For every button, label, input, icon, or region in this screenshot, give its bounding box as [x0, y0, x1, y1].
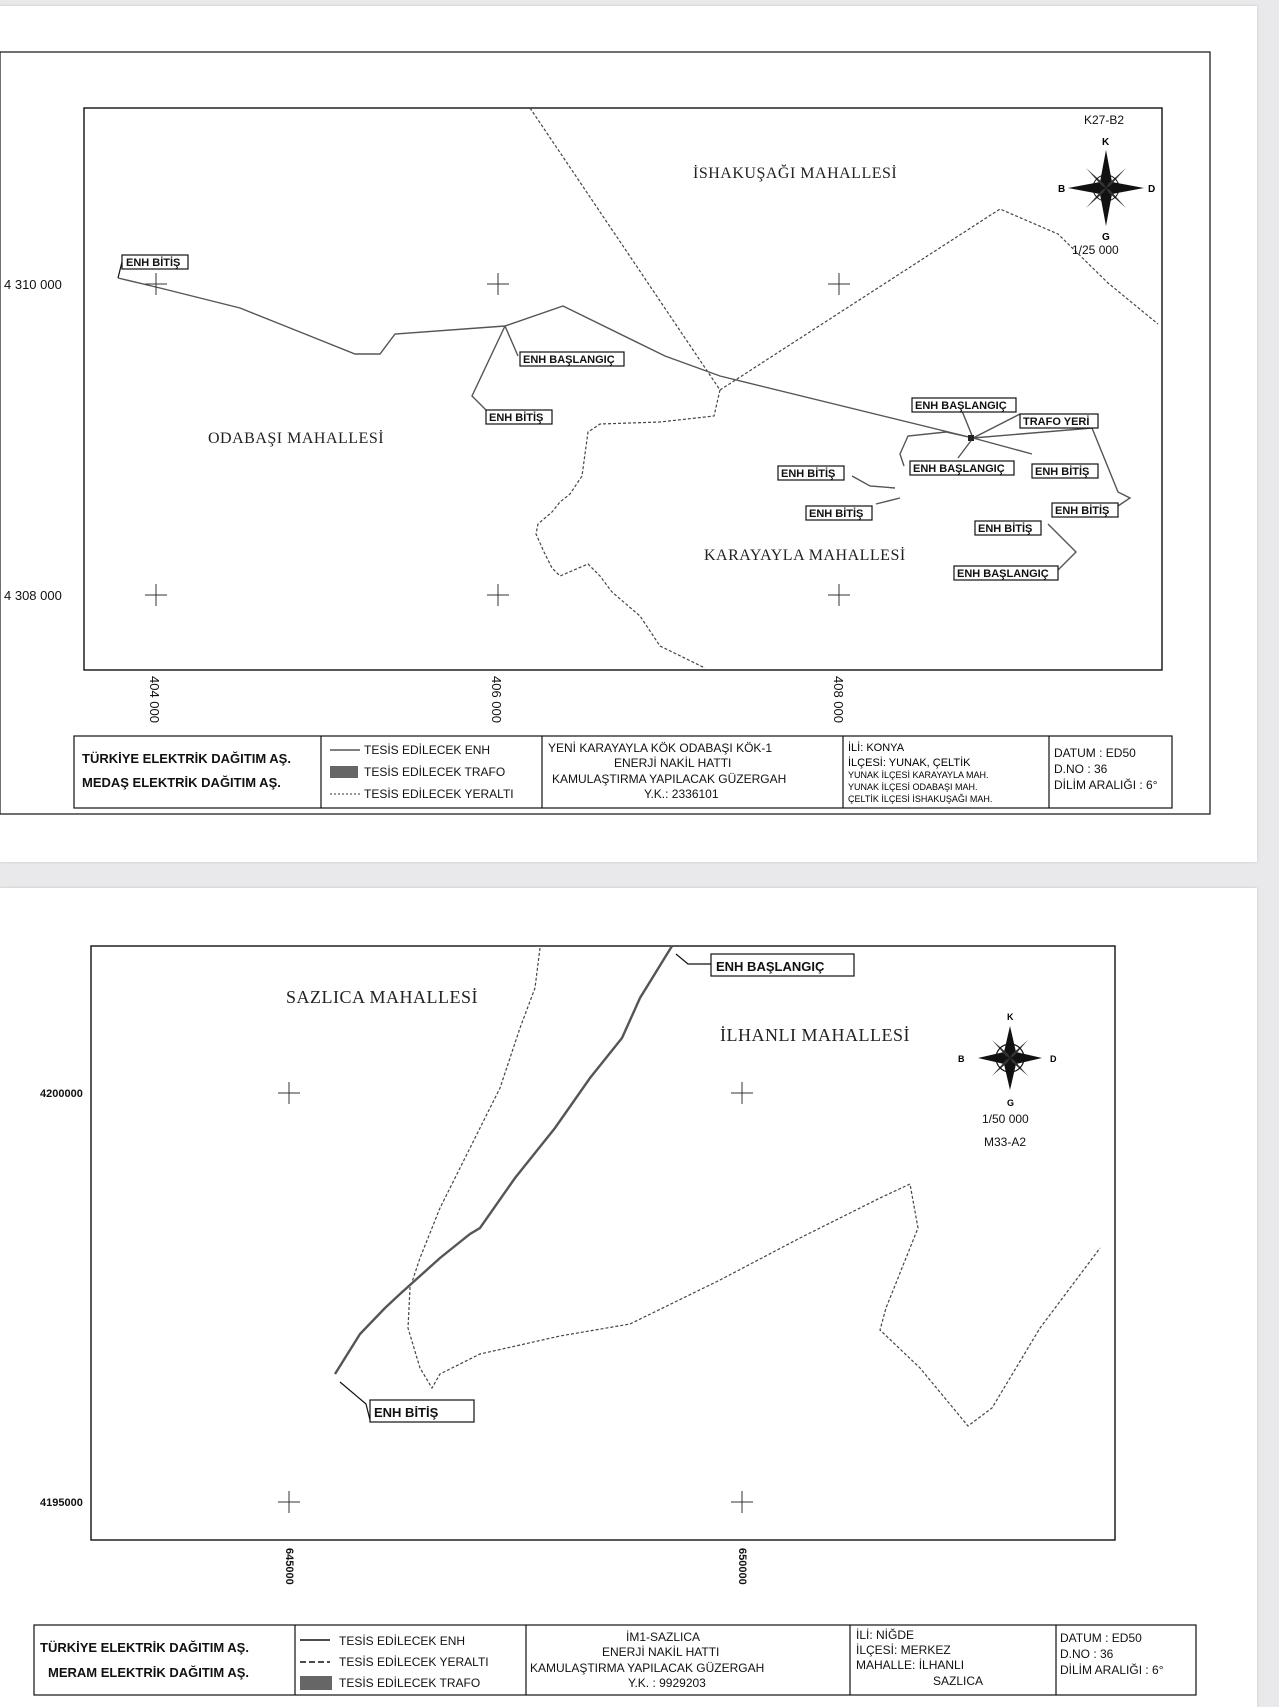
enh-baslangic-label [954, 566, 1058, 580]
enh-bitis-label [1032, 464, 1098, 478]
trafo-marker [968, 435, 974, 441]
enh-route [335, 946, 672, 1374]
dilim: DİLİM ARALIĞI : 6° [1060, 1663, 1164, 1677]
svg-text:ENH BİTİŞ: ENH BİTİŞ [126, 257, 181, 269]
svg-text:B: B [958, 1054, 965, 1064]
dno: D.NO : 36 [1060, 1647, 1114, 1661]
grid-crosses [278, 1082, 753, 1513]
location-info: MAHALLE: İLHANLI [856, 1658, 965, 1672]
location-info: İLİ: NİĞDE [856, 1628, 915, 1642]
project-id: Y.K.: 2336101 [644, 787, 719, 801]
company-name: MERAM ELEKTRİK DAĞITIM AŞ. [48, 1665, 250, 1680]
company-name: MEDAŞ ELEKTRİK DAĞITIM AŞ. [82, 775, 281, 790]
map-frame [91, 946, 1115, 1540]
location-info: YUNAK İLÇESİ KARAYAYLA MAH. [848, 770, 989, 780]
map-scale: 1/50 000 [982, 1112, 1029, 1126]
north-arrow-icon [958, 1012, 1057, 1108]
project-title: ENERJİ NAKİL HATTI [602, 1645, 720, 1659]
svg-text:ENH BİTİŞ: ENH BİTİŞ [374, 1405, 439, 1420]
svg-text:ENH BAŞLANGIÇ: ENH BAŞLANGIÇ [716, 959, 825, 974]
map-1-svg [0, 6, 1257, 862]
neighborhood-name: KARAYAYLA MAHALLESİ [704, 547, 906, 564]
neighborhood-name: SAZLICA MAHALLESİ [286, 987, 478, 1007]
svg-text:TRAFO YERİ: TRAFO YERİ [1023, 416, 1090, 428]
svg-text:ENH BAŞLANGIÇ: ENH BAŞLANGIÇ [913, 463, 1005, 475]
company-name: TÜRKİYE ELEKTRİK DAĞITIM AŞ. [82, 751, 291, 766]
legend-item: TESİS EDİLECEK TRAFO [364, 765, 506, 779]
neighborhood-boundaries [408, 948, 1100, 1426]
svg-text:ENH BİTİŞ: ENH BİTİŞ [1055, 505, 1110, 517]
svg-text:D: D [1148, 184, 1156, 195]
legend-item: TESİS EDİLECEK YERALTI [339, 1655, 489, 1669]
location-info: YUNAK İLÇESİ ODABAŞI MAH. [848, 782, 978, 792]
map-2-svg [0, 888, 1257, 1707]
trafo-swatch [300, 1676, 332, 1690]
project-id: Y.K. : 9929203 [628, 1676, 706, 1690]
svg-text:G: G [1102, 232, 1110, 243]
dno: D.NO : 36 [1054, 762, 1108, 776]
enh-bitis-label [486, 410, 552, 424]
legend-item: TESİS EDİLECEK ENH [339, 1634, 466, 1648]
project-title: YENİ KARAYAYLA KÖK ODABAŞI KÖK-1 [548, 741, 773, 755]
datum: DATUM : ED50 [1054, 746, 1136, 760]
y-coord-label: 4200000 [40, 1088, 83, 1100]
x-coord-label: 650000 [736, 1548, 748, 1585]
svg-text:ENH BİTİŞ: ENH BİTİŞ [489, 412, 544, 424]
svg-text:ENH BAŞLANGIÇ: ENH BAŞLANGIÇ [915, 400, 1007, 412]
project-title: KAMULAŞTIRMA YAPILACAK GÜZERGAH [552, 772, 787, 786]
location-info: ÇELTİK İLÇESİ İSHAKUŞAĞI MAH. [848, 794, 993, 804]
north-arrow-icon [1058, 137, 1155, 243]
x-coord-label: 408 000 [831, 676, 846, 723]
svg-text:K: K [1102, 137, 1110, 148]
legend-item: TESİS EDİLECEK YERALTI [364, 787, 514, 801]
datum: DATUM : ED50 [1060, 1631, 1142, 1645]
svg-text:G: G [1007, 1098, 1015, 1108]
svg-text:ENH BAŞLANGIÇ: ENH BAŞLANGIÇ [957, 568, 1049, 580]
x-coord-label: 645000 [283, 1548, 295, 1585]
svg-text:ENH BİTİŞ: ENH BİTİŞ [809, 508, 864, 520]
neighborhood-name: İLHANLI MAHALLESİ [720, 1025, 910, 1045]
location-info: İLÇESİ: MERKEZ [856, 1643, 951, 1657]
trafo-yeri-label [1020, 414, 1098, 428]
x-coord-label: 406 000 [489, 676, 504, 723]
sheet-code: K27-B2 [1084, 113, 1125, 127]
svg-text:ENH BİTİŞ: ENH BİTİŞ [978, 523, 1033, 535]
legend-table [34, 1625, 1196, 1695]
location-info: SAZLICA [933, 1674, 984, 1688]
enh-baslangic-label [912, 398, 1016, 412]
y-coord-label: 4 310 000 [4, 277, 62, 292]
map-sheet-2 [0, 888, 1257, 1707]
svg-text:K: K [1007, 1012, 1014, 1022]
map-frame [84, 108, 1162, 670]
project-title: İM1-SAZLICA [626, 1630, 701, 1644]
enh-bitis-label [806, 506, 872, 520]
location-info: İLİ: KONYA [848, 742, 905, 754]
sheet-code: M33-A2 [984, 1135, 1027, 1149]
svg-text:B: B [1058, 184, 1066, 195]
location-info: İLÇESİ: YUNAK, ÇELTİK [848, 757, 971, 769]
company-name: TÜRKİYE ELEKTRİK DAĞITIM AŞ. [40, 1640, 249, 1655]
enh-bitis-label [975, 521, 1041, 535]
route-labels [118, 255, 1118, 580]
project-title: ENERJİ NAKİL HATTI [614, 756, 732, 770]
x-coord-label: 404 000 [147, 676, 162, 723]
map-sheet-1 [0, 6, 1257, 862]
svg-text:ENH BİTİŞ: ENH BİTİŞ [1035, 466, 1090, 478]
enh-baslangic-label [711, 954, 854, 976]
enh-bitis-label [370, 1400, 474, 1422]
y-coord-label: 4195000 [40, 1497, 83, 1509]
enh-baslangic-label [520, 352, 624, 366]
enh-baslangic-label [910, 461, 1014, 475]
trafo-swatch [330, 766, 358, 778]
legend-table [74, 736, 1172, 808]
svg-text:D: D [1050, 1054, 1057, 1064]
enh-bitis-label [1052, 503, 1118, 517]
neighborhood-name: İSHAKUŞAĞI MAHALLESİ [693, 165, 898, 182]
y-coord-label: 4 308 000 [4, 588, 62, 603]
svg-text:ENH BİTİŞ: ENH BİTİŞ [781, 468, 836, 480]
dilim: DİLİM ARALIĞI : 6° [1054, 778, 1158, 792]
project-title: KAMULAŞTIRMA YAPILACAK GÜZERGAH [530, 1661, 765, 1675]
svg-text:ENH BAŞLANGIÇ: ENH BAŞLANGIÇ [523, 354, 615, 366]
neighborhood-name: ODABAŞI MAHALLESİ [208, 430, 385, 447]
legend-item: TESİS EDİLECEK ENH [364, 743, 491, 757]
legend-item: TESİS EDİLECEK TRAFO [339, 1676, 481, 1690]
enh-bitis-label [778, 466, 844, 480]
enh-bitis-label [122, 255, 188, 269]
map-scale: 1/25 000 [1072, 243, 1119, 257]
